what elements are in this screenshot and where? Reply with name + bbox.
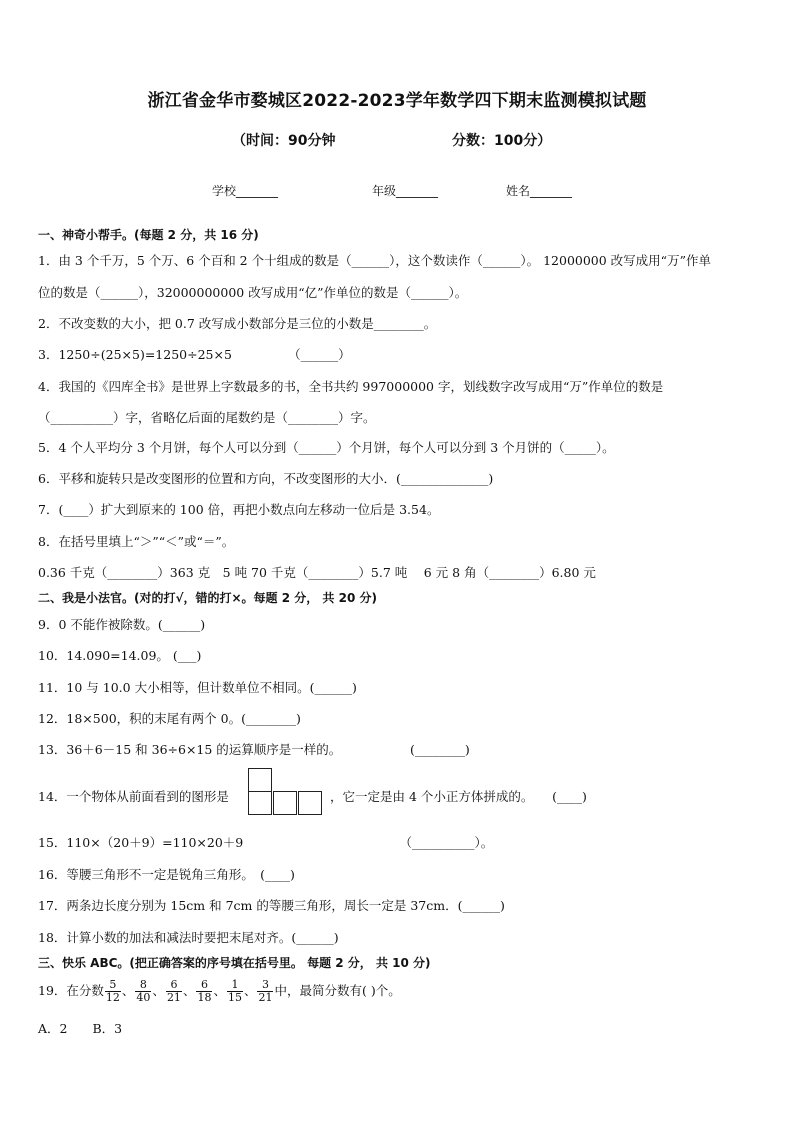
fraction-numerator: 3 bbox=[257, 979, 273, 992]
question-17: 17．两条边长度分别为 15cm 和 7cm 的等腰三角形，周长一定是 37cm．(______) bbox=[38, 898, 505, 913]
question-9: 9．0 不能作被除数。(______) bbox=[38, 617, 206, 632]
fraction bbox=[135, 979, 151, 1004]
question-2: 2．不改变数的大小，把 0.7 改写成小数部分是三位的小数是________。 bbox=[38, 316, 437, 331]
question-7: 7．(____）扩大到原来的 100 倍，再把小数点向左移动一位后是 3.54。 bbox=[38, 502, 440, 517]
fraction-denominator: 21 bbox=[258, 991, 273, 1004]
question-11: 11．10 与 10.0 大小相等，但计数单位不相同。(______) bbox=[38, 680, 357, 695]
question-19-options: A．2 B．3 bbox=[38, 1021, 123, 1036]
question-4-line-2: （__________）字，省略亿后面的尾数约是（________）字。 bbox=[38, 410, 376, 425]
question-6: 6．平移和旋转只是改变图形的位置和方向，不改变图形的大小．(______________) bbox=[38, 471, 494, 486]
question-4-line-1: 4．我国的《四库全书》是世界上字数最多的书，全书共约 997000000 字，划线数字改写成用“万”作单位的数是 bbox=[38, 379, 664, 394]
fraction bbox=[227, 979, 243, 1004]
fraction-separator: 、 bbox=[243, 983, 257, 998]
figure-square bbox=[248, 791, 272, 815]
fraction-numerator: 6 bbox=[196, 979, 212, 992]
question-13: 13．36＋6－15 和 36÷6×15 的运算顺序是一样的。 (________) bbox=[38, 742, 470, 757]
page-title: 浙江省金华市婺城区2022-2023学年数学四下期末监测模拟试题 bbox=[147, 91, 647, 111]
question-8-items: 0.36 千克（________）363 克 5 吨 70 千克（________）5.7 吨 6 元 8 角（________）6.80 元 bbox=[38, 565, 596, 580]
exam-time: （时间：90分钟 bbox=[232, 133, 336, 149]
fraction-denominator: 18 bbox=[197, 991, 212, 1004]
grade-field[interactable]: 年级_______ bbox=[372, 184, 439, 198]
front-view-figure bbox=[248, 768, 328, 820]
section-3-heading: 三、快乐 ABC。(把正确答案的序号填在括号里。 每题 2 分， 共 10 分) bbox=[38, 956, 431, 970]
fraction-numerator: 8 bbox=[135, 979, 151, 992]
figure-square bbox=[298, 791, 322, 815]
question-12: 12．18×500，积的末尾有两个 0。(________) bbox=[38, 711, 301, 726]
question-19-tail: 中，最简分数有( )个。 bbox=[274, 983, 401, 998]
question-14-tail: ，它一定是由 4 个小正方体拼成的。 (____) bbox=[330, 789, 587, 804]
fraction-numerator: 6 bbox=[166, 979, 182, 992]
fraction-denominator: 15 bbox=[227, 991, 242, 1004]
fraction-list bbox=[104, 978, 275, 1004]
question-10: 10．14.090=14.09。 (___) bbox=[38, 648, 202, 663]
fraction-numerator: 5 bbox=[105, 979, 121, 992]
fraction-separator: 、 bbox=[121, 983, 135, 998]
question-1-line-2: 位的数是（______），32000000000 改写成用“亿”作单位的数是（______）。 bbox=[38, 285, 468, 300]
question-8: 8．在括号里填上“＞”“＜”或“＝”。 bbox=[38, 534, 235, 549]
name-field[interactable]: 姓名_______ bbox=[506, 184, 573, 198]
question-18: 18．计算小数的加法和减法时要把末尾对齐。(______) bbox=[38, 930, 339, 945]
section-2-heading: 二、我是小法官。(对的打√，错的打×。每题 2 分， 共 20 分) bbox=[38, 591, 377, 605]
fraction bbox=[166, 979, 182, 1004]
fraction-denominator: 21 bbox=[166, 991, 181, 1004]
fraction-separator: 、 bbox=[182, 983, 196, 998]
fraction bbox=[196, 979, 212, 1004]
fraction bbox=[105, 979, 121, 1004]
question-14-lead: 14．一个物体从前面看到的图形是 bbox=[38, 789, 229, 804]
question-15: 15．110×（20＋9）=110×20＋9 （__________）。 bbox=[38, 835, 494, 850]
fraction-denominator: 40 bbox=[136, 991, 151, 1004]
fraction bbox=[257, 979, 273, 1004]
question-3: 3．1250÷(25×5)=1250÷25×5 （______） bbox=[38, 347, 351, 362]
question-5: 5．4 个人平均分 3 个月饼，每个人可以分到（______）个月饼，每个人可以分到 3 个月饼的（_____）。 bbox=[38, 440, 615, 455]
figure-square bbox=[248, 768, 272, 792]
figure-square bbox=[273, 791, 297, 815]
section-1-heading: 一、神奇小帮手。(每题 2 分，共 16 分) bbox=[38, 228, 259, 242]
fraction-numerator: 1 bbox=[227, 979, 243, 992]
school-field[interactable]: 学校_______ bbox=[212, 184, 279, 198]
fraction-separator: 、 bbox=[213, 983, 226, 998]
question-1-line-1: 1．由 3 个千万，5 个万、6 个百和 2 个十组成的数是（______），这个数读作（______）。 12000000 改写成用“万”作单 bbox=[38, 253, 711, 268]
question-16: 16．等腰三角形不一定是锐角三角形。 (____) bbox=[38, 867, 295, 882]
fraction-denominator: 12 bbox=[105, 991, 120, 1004]
fraction-separator: 、 bbox=[152, 983, 165, 998]
question-19-lead: 19．在分数 bbox=[38, 983, 104, 998]
exam-score: 分数：100分） bbox=[452, 133, 552, 149]
question-19 bbox=[38, 978, 768, 1004]
